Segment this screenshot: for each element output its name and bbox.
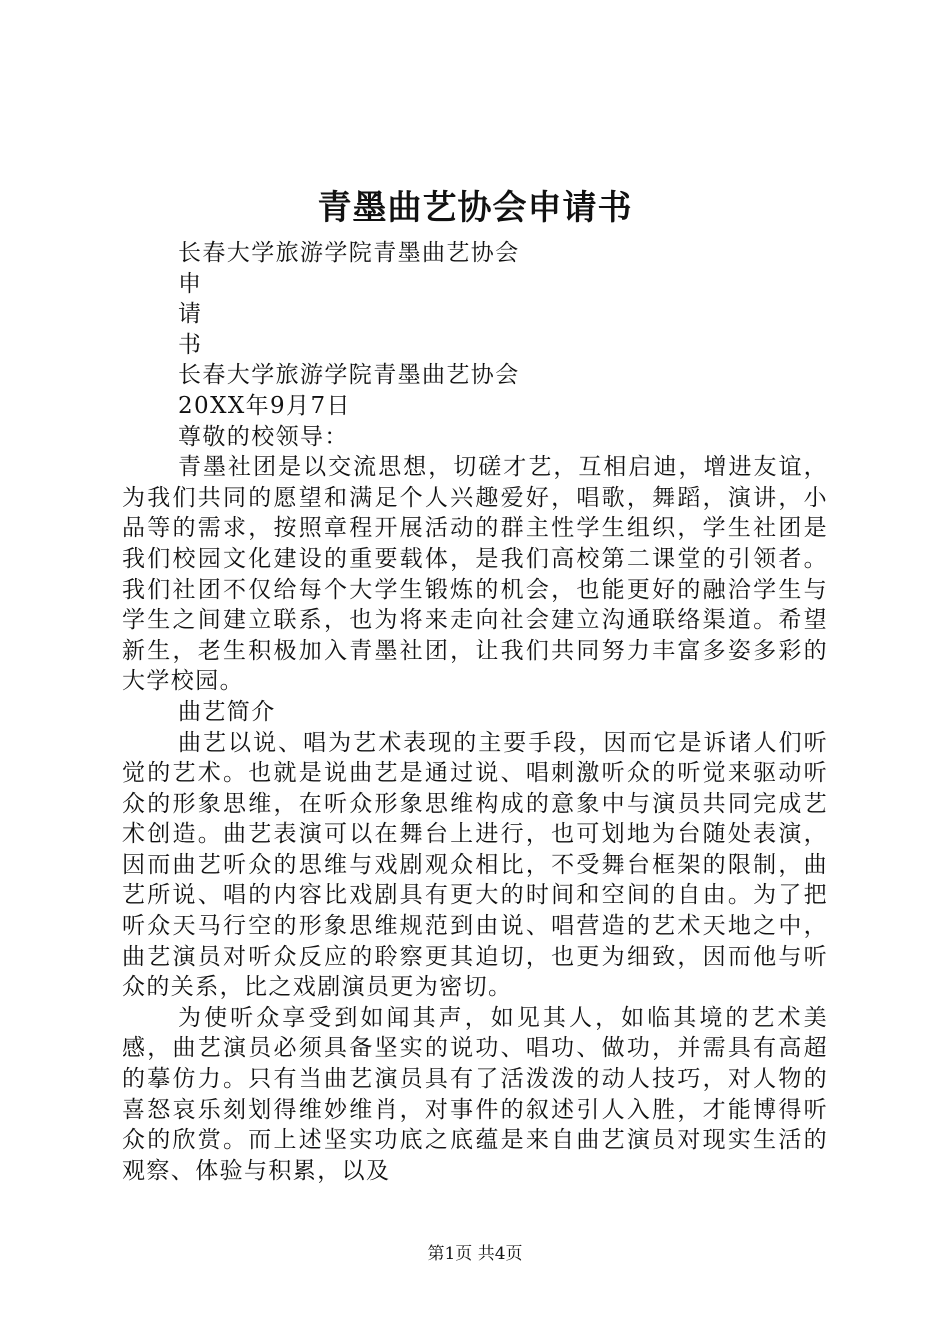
paragraph-intro: 青墨社团是以交流思想，切磋才艺，互相启迪，增进友谊，为我们共同的愿望和满足个人兴趣爱好，唱歌，舞蹈，演讲，小品等的需求，按照章程开展活动的群主性学生组织，学生社团是我们校园文化建设的重要载体，是我们高校第二课堂的引领者。我们社团不仅给每个大学生锻炼的机会，也能更好的融洽学生与学生之间建立联系，也为将来走向社会建立沟通联络渠道。希望新生，老生积极加入青墨社团，让我们共同努力丰富多姿多彩的大学校园。 xyxy=(122,454,828,695)
header-line-date: 20XX年9月7日 xyxy=(178,392,351,419)
salutation: 尊敬的校领导： xyxy=(178,423,349,450)
document-body xyxy=(122,238,828,1186)
header-line-shu: 书 xyxy=(178,331,203,358)
page-footer: 第1页 共4页 xyxy=(427,1244,523,1264)
section-heading-quyi-intro: 曲艺简介 xyxy=(178,698,276,725)
header-line-school: 长春大学旅游学院青墨曲艺协会 xyxy=(178,240,520,266)
document-title: 青墨曲艺协会申请书 xyxy=(317,188,633,228)
header-line-school-2: 长春大学旅游学院青墨曲艺协会 xyxy=(178,362,520,389)
paragraph-performer-skills: 为使听众享受到如闻其声，如见其人，如临其境的艺术美感，曲艺演员必须具备坚实的说功、唱功、做功，并需具有高超的摹仿力。只有当曲艺演员具有了活泼泼的动人技巧，对人物的喜怒哀乐刻划得维妙维肖，对事件的叙述引人入胜，才能博得听众的欣赏。而上述坚实功底之底蕴是来自曲艺演员对现实生活的观察、体验与积累，以及 xyxy=(122,1004,828,1184)
header-line-shen: 申 xyxy=(178,270,203,297)
header-line-qing: 请 xyxy=(178,301,203,328)
paragraph-quyi-art: 曲艺以说、唱为艺术表现的主要手段，因而它是诉诸人们听觉的艺术。也就是说曲艺是通过说、唱刺激听众的听觉来驱动听众的形象思维，在听众形象思维构成的意象中与演员共同完成艺术创造。曲艺表演可以在舞台上进行，也可划地为台随处表演，因而曲艺听众的思维与戏剧观众相比，不受舞台框架的限制，曲艺所说、唱的内容比戏剧具有更大的时间和空间的自由。为了把听众天马行空的形象思维规范到由说、唱营造的艺术天地之中，曲艺演员对听众反应的聆察更其迫切，也更为细致，因而他与听众的关系，比之戏剧演员更为密切。 xyxy=(122,729,828,1001)
